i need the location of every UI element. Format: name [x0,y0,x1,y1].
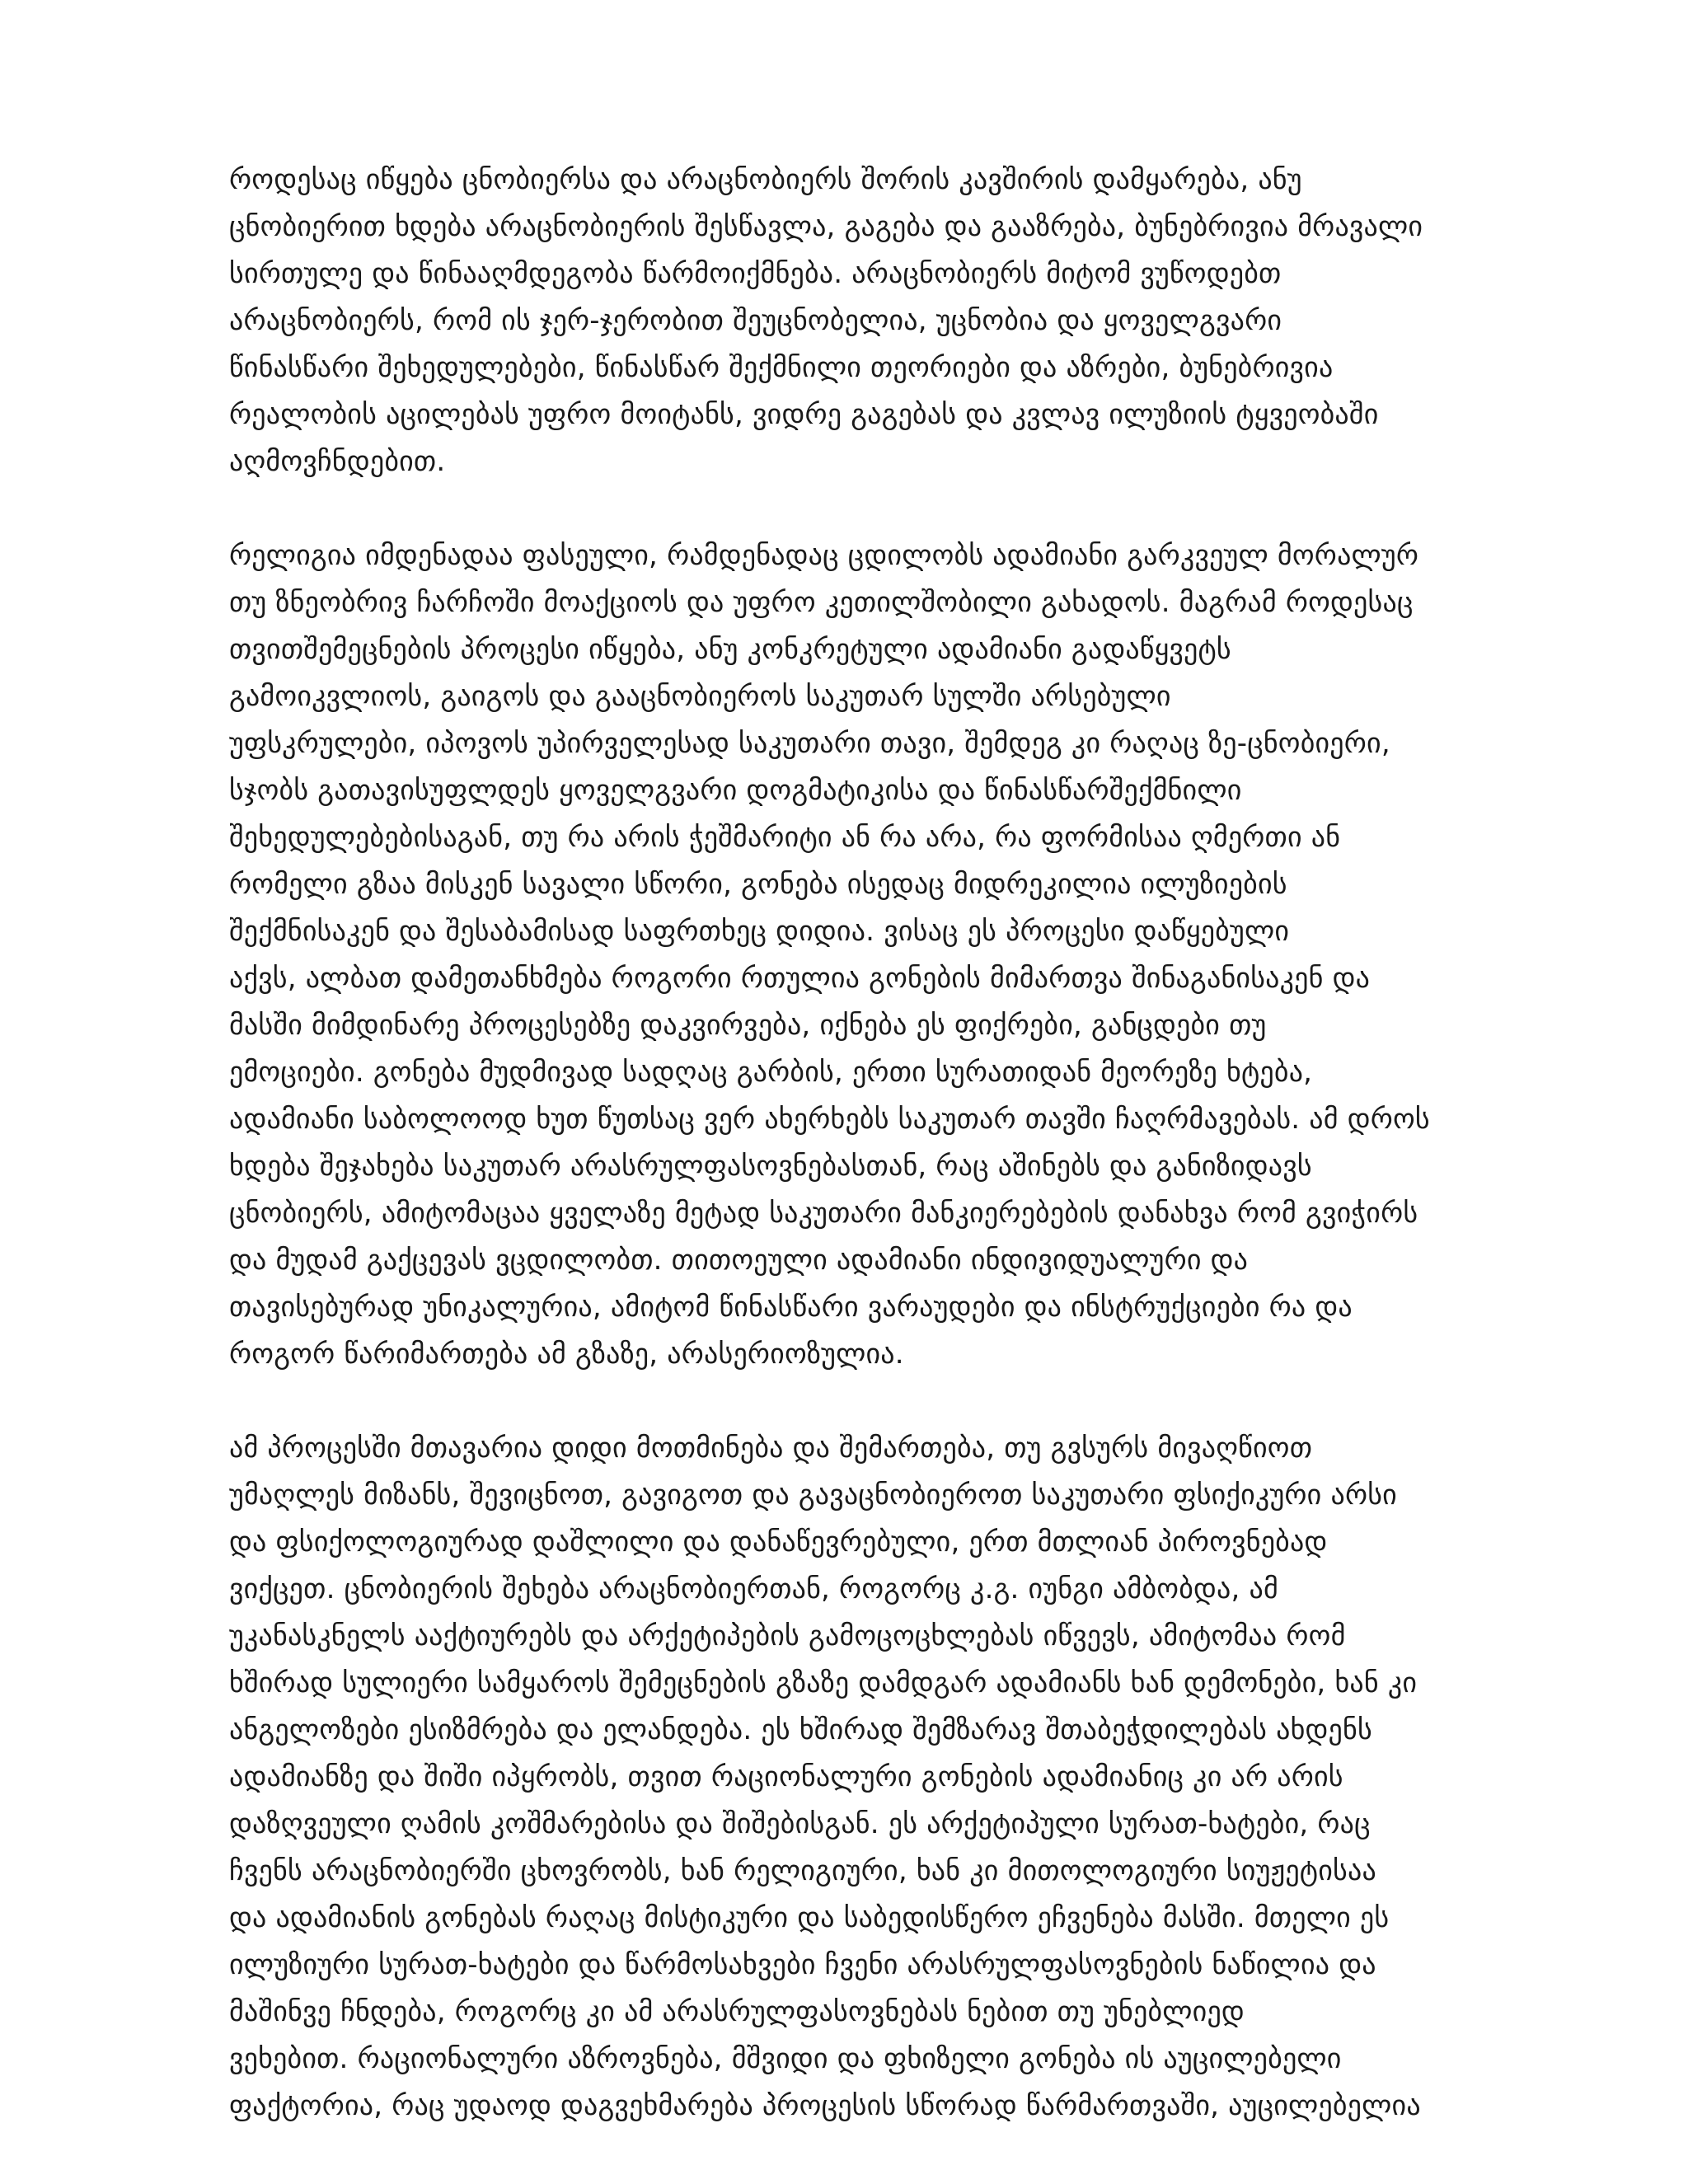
text-line: რეალობის აცილებას უფრო მოიტანს, ვიდრე გაგებას და კვლავ ილუზიის ტყვეობაში [229,398,1379,431]
text-line: ცნობიერით ხდება არაცნობიერის შესწავლა, გაგება და გააზრება, ბუნებრივია მრავალი [229,210,1423,243]
text-line: ილუზიური სურათ-ხატები და წარმოსახვები ჩვენი არასრულფასოვნების ნაწილია და [229,1948,1376,1981]
text-line: უფსკრულები, იპოვოს უპირველესად საკუთარი თავი, შემდეგ კი რაღაც ზე-ცნობიერი, [229,727,1390,760]
text-line: მაშინვე ჩნდება, როგორც კი ამ არასრულფასოვნებას ნებით თუ უნებლიედ [229,1995,1245,2028]
paragraph-2 [229,532,1630,1378]
text-line: როდესაც იწყება ცნობიერსა და არაცნობიერს შორის კავშირის დამყარება, ანუ [229,163,1302,196]
text-line: ჩვენს არაცნობიერში ცხოვრობს, ხან რელიგიური, ხან კი მითოლოგიური სიუჟეტისაა [229,1854,1376,1887]
text-line: ემოციები. გონება მუდმივად სადღაც გარბის, ერთი სურათიდან მეორეზე ხტება, [229,1056,1313,1089]
text-line: ხდება შეჯახება საკუთარ არასრულფასოვნებასთან, რაც აშინებს და განიზიდავს [229,1150,1312,1183]
paragraph-1 [229,157,1630,485]
text-line: ფაქტორია, რაც უდაოდ დაგვეხმარება პროცესის სწორად წარმართვაში, აუცილებელია [229,2089,1421,2122]
text-line: დაზღვეული ღამის კოშმარებისა და შიშებისგან. ეს არქეტიპული სურათ-ხატები, რაც [229,1807,1371,1840]
text-line: რომელი გზაა მისკენ სავალი სწორი, გონება ისედაც მიდრეკილია ილუზიების [229,868,1287,901]
text-line: ანგელოზები ესიზმრება და ელანდება. ეს ხშირად შემზარავ შთაბეჭდილებას ახდენს [229,1713,1372,1746]
text-line: სირთულე და წინააღმდეგობა წარმოიქმნება. არაცნობიერს მიტომ ვუწოდებთ [229,257,1282,290]
text-line: აღმოვჩნდებით. [229,445,446,478]
text-line: სჯობს გათავისუფლდეს ყოველგვარი დოგმატიკისა და წინასწარშექმნილი [229,774,1242,807]
text-line: რელიგია იმდენადაა ფასეული, რამდენადაც ცდილობს ადამიანი გარკვეულ მორალურ [229,539,1419,572]
text-line: შექმნისაკენ და შესაბამისად საფრთხეც დიდია. ვისაც ეს პროცესი დაწყებული [229,915,1290,948]
paragraph-3 [229,1425,1630,2130]
text-line: ადამიანზე და შიში იპყრობს, თვით რაციონალური გონების ადამიანიც კი არ არის [229,1760,1343,1793]
text-line: თვითშემეცნების პროცესი იწყება, ანუ კონკრეტული ადამიანი გადაწყვეტს [229,633,1231,666]
text-line: ვიქცეთ. ცნობიერის შეხება არაცნობიერთან, როგორც კ.გ. იუნგი ამბობდა, ამ [229,1572,1278,1605]
text-line: არაცნობიერს, რომ ის ჯერ-ჯერობით შეუცნობელია, უცნობია და ყოველგვარი [229,304,1282,337]
text-line: ამ პროცესში მთავარია დიდი მოთმინება და შემართება, თუ გვსურს მივაღწიოთ [229,1432,1313,1465]
text-line: ცნობიერს, ამიტომაცაა ყველაზე მეტად საკუთარი მანკიერებების დანახვა რომ გვიჭირს [229,1197,1418,1230]
text-line: წინასწარი შეხედულებები, წინასწარ შექმნილი თეორიები და აზრები, ბუნებრივია [229,351,1334,384]
text-line: ადამიანი საბოლოოდ ხუთ წუთსაც ვერ ახერხებს საკუთარ თავში ჩაღრმავებას. ამ დროს [229,1103,1430,1136]
text-line: გამოიკვლიოს, გაიგოს და გააცნობიეროს საკუთარ სულში არსებული [229,680,1171,713]
text-line: თავისებურად უნიკალურია, ამიტომ წინასწარი ვარაუდები და ინსტრუქციები რა და [229,1291,1353,1324]
text-line: უკანასკნელს ააქტიურებს და არქეტიპების გამოცოცხლებას იწვევს, ამიტომაა რომ [229,1619,1346,1652]
document-body [229,157,1630,2177]
text-line: და ფსიქოლოგიურად დაშლილი და დანაწევრებული, ერთ მთლიან პიროვნებად [229,1526,1328,1558]
text-line: მასში მიმდინარე პროცესებზე დაკვირვება, იქნება ეს ფიქრები, განცდები თუ [229,1009,1267,1042]
text-line: უმაღლეს მიზანს, შევიცნოთ, გავიგოთ და გავაცნობიეროთ საკუთარი ფსიქიკური არსი [229,1479,1397,1511]
text-line: და მუდამ გაქცევას ვცდილობთ. თითოეული ადამიანი ინდივიდუალური და [229,1244,1249,1277]
text-line: თუ ზნეობრივ ჩარჩოში მოაქციოს და უფრო კეთილშობილი გახადოს. მაგრამ როდესაც [229,586,1414,619]
text-line: და ადამიანის გონებას რაღაც მისტიკური და საბედისწერო ეჩვენება მასში. მთელი ეს [229,1901,1390,1934]
text-line: როგორ წარიმართება ამ გზაზე, არასერიოზულია. [229,1338,904,1371]
text-line: შეხედულებებისაგან, თუ რა არის ჭეშმარიტი ან რა არა, რა ფორმისაა ღმერთი ან [229,821,1341,854]
text-line: აქვს, ალბათ დამეთანხმება როგორი რთულია გონების მიმართვა შინაგანისაკენ და [229,962,1371,995]
text-line: ვეხებით. რაციონალური აზროვნება, მშვიდი და ფხიზელი გონება ის აუცილებელი [229,2042,1342,2075]
text-line: ხშირად სულიერი სამყაროს შემეცნების გზაზე დამდგარ ადამიანს ხან დემონები, ხან კი [229,1666,1418,1699]
